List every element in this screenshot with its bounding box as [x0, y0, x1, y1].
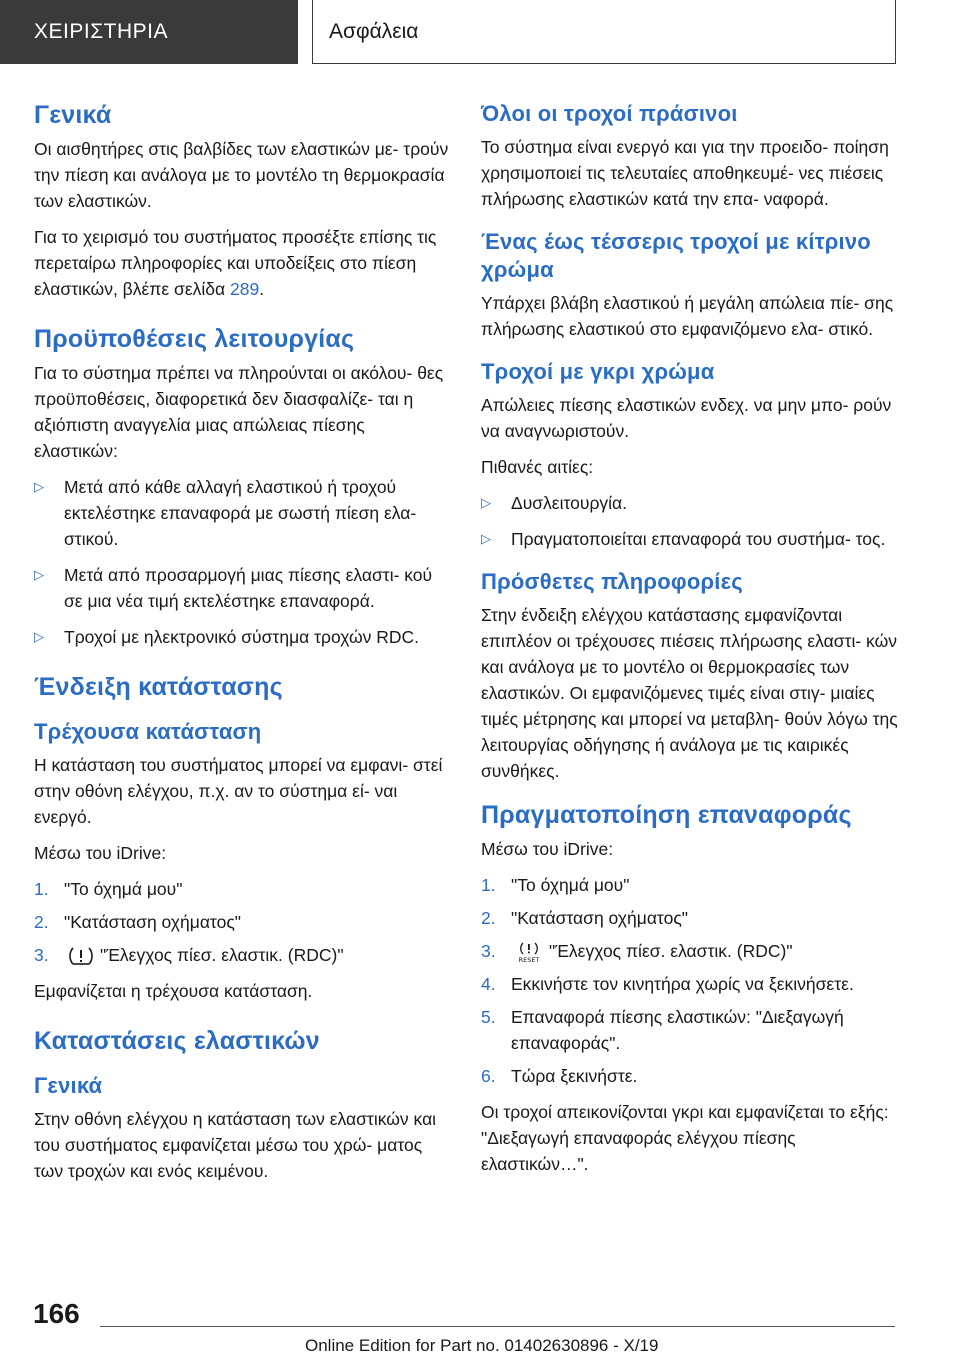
- section-title: ΧΕΙΡΙΣΤΗΡΙΑ: [0, 0, 298, 64]
- list-item-text: Τροχοί με ηλεκτρονικό σύστημα τροχών RDC.: [64, 627, 420, 647]
- heading-grey: Τροχοί με γκρι χρώμα: [481, 359, 715, 384]
- list-item-text: Μετά από κάθε αλλαγή ελαστικού ή τροχού εκτελέστηκε επαναφορά με σωστή πίεση ελα- στικού.: [64, 477, 417, 549]
- paragraph-yellow: Υπάρχει βλάβη ελαστικού ή μεγάλη απώλεια πίε- σης πλήρωσης ελαστικού στο εμφανιζόμενο ελα- στικό.: [481, 293, 894, 339]
- step-number: 5.: [481, 1007, 496, 1027]
- triangle-bullet-icon: ▷: [34, 629, 44, 644]
- list-item: [481, 872, 901, 898]
- step-number: 3.: [34, 945, 49, 965]
- list-item: [34, 562, 452, 614]
- page-footer: [0, 1290, 960, 1362]
- heading-prerequisites: Προϋποθέσεις λειτουργίας: [34, 325, 355, 353]
- triangle-bullet-icon: ▷: [481, 531, 491, 546]
- list-item: [34, 909, 452, 935]
- step-text: "Έλεγχος πίεσ. ελαστικ. (RDC)": [549, 941, 793, 961]
- list-item: [481, 526, 901, 552]
- heading-all-green: Όλοι οι τροχοί πράσινοι: [481, 101, 738, 126]
- list-item: [481, 490, 901, 516]
- list-item: [481, 971, 901, 997]
- paragraph-general-2-body: Στην οθόνη ελέγχου η κατάσταση των ελαστικών και του συστήματος εμφανίζεται μέσω του χρώ- ματος των τροχών και ενός κειμένου.: [34, 1109, 437, 1181]
- paragraph-current-result: Εμφανίζεται η τρέχουσα κατάσταση.: [34, 981, 313, 1001]
- right-column: [481, 100, 901, 1187]
- paragraph-current-status: Η κατάσταση του συστήματος μπορεί να εμφανι- στεί στην οθόνη ελέγχου, π.χ. αν το σύστημα εί- ναι ενεργό.: [34, 755, 443, 827]
- list-item: [481, 1004, 901, 1056]
- step-number: 6.: [481, 1066, 496, 1086]
- paragraph-all-green: Το σύστημα είναι ενεργό και για την προειδο- ποίηση χρησιμοποιεί τις τελευταίες αποθηκευμέ- νες πιέσεις πλήρωσης ελαστικών κατά την επα- ναφορά.: [481, 137, 889, 209]
- footer-divider: [100, 1326, 895, 1327]
- list-item-text: Πραγματοποιείται επαναφορά του συστήμα- τος.: [511, 529, 886, 549]
- step-text: "Κατάσταση οχήματος": [511, 908, 688, 928]
- heading-general: Γενικά: [34, 101, 112, 129]
- left-column: [34, 100, 452, 1194]
- paragraph-general-1: Οι αισθητήρες στις βαλβίδες των ελαστικών με- τρούν την πίεση και ανάλογα με το μοντέλο τη θερμοκρασία των ελαστικών.: [34, 139, 449, 211]
- page-reference-link[interactable]: 289: [230, 279, 260, 299]
- heading-reset: Πραγματοποίηση επαναφοράς: [481, 801, 852, 829]
- paragraph-general-2: [34, 224, 452, 302]
- step-number: 1.: [481, 875, 496, 895]
- list-item-text: Μετά από προσαρμογή μιας πίεσης ελαστι- κού σε μια νέα τιμή εκτελέστηκε επαναφορά.: [64, 565, 433, 611]
- step-number: 3.: [481, 941, 496, 961]
- text-span: Για το χειρισμό του συστήματος προσέξτε επίσης τις περεταίρω πληροφορίες και υποδείξεις στο πίεση ελαστικών, βλέπε σελίδα: [34, 227, 437, 299]
- step-text: Επαναφορά πίεσης ελαστικών: "Διεξαγωγή επαναφοράς".: [511, 1007, 844, 1053]
- tire-pressure-warning-icon: [68, 945, 94, 967]
- list-item: [481, 938, 901, 964]
- list-item: [481, 1063, 901, 1089]
- paragraph-more-info: Στην ένδειξη ελέγχου κατάστασης εμφανίζονται επιπλέον οι τρέχουσες πιέσεις πλήρωσης ελαστι- κών και ανάλογα με το μοντέλο οι θερμοκρασίες των ελαστικών. Οι εμφανιζόμενες τιμές είναι στιγ- μιαίες τιμές μέτρησης και μπορεί να μεταβλη- θούν λόγω της λειτουργίας οδήγησης ή ανάλογα με τις καιρικές συνθήκες.: [481, 605, 898, 781]
- step-number: 4.: [481, 974, 496, 994]
- heading-current-status: Τρέχουσα κατάσταση: [34, 719, 262, 744]
- paragraph-via-idrive-right: Μέσω του iDrive:: [481, 839, 614, 859]
- heading-tire-states: Καταστάσεις ελαστικών: [34, 1027, 320, 1055]
- paragraph-causes-label: Πιθανές αιτίες:: [481, 457, 594, 477]
- paragraph-grey: Απώλειες πίεσης ελαστικών ενδεχ. να μην μπο- ρούν να αναγνωριστούν.: [481, 395, 892, 441]
- page-number: 166: [33, 1298, 80, 1329]
- step-text: Εκκινήστε τον κινητήρα χωρίς να ξεκινήσετε.: [511, 974, 854, 994]
- heading-more-info: Πρόσθετες πληροφορίες: [481, 569, 743, 594]
- step-text: "Κατάσταση οχήματος": [64, 912, 241, 932]
- step-text: "Το όχημά μου": [511, 875, 630, 895]
- tire-pressure-reset-icon: [515, 941, 543, 963]
- causes-list: [481, 490, 901, 552]
- chapter-title: Ασφάλεια: [312, 0, 896, 64]
- step-text: Τώρα ξεκινήστε.: [511, 1066, 638, 1086]
- heading-yellow: Ένας έως τέσσερις τροχοί με κίτρινο χρώμα: [481, 229, 871, 282]
- step-text: "Έλεγχος πίεσ. ελαστικ. (RDC)": [100, 945, 344, 965]
- list-item: [34, 876, 452, 902]
- list-item: [34, 624, 452, 650]
- step-number: 2.: [481, 908, 496, 928]
- list-item: [481, 905, 901, 931]
- page-header: [0, 0, 960, 66]
- step-number: 2.: [34, 912, 49, 932]
- step-number: 1.: [34, 879, 49, 899]
- prerequisites-list: [34, 474, 452, 650]
- list-item-text: Δυσλειτουργία.: [511, 493, 628, 513]
- text-span: .: [259, 279, 265, 299]
- reset-steps-list: [481, 872, 901, 1089]
- triangle-bullet-icon: ▷: [34, 567, 44, 582]
- list-item: [34, 942, 452, 968]
- list-item: [34, 474, 452, 552]
- triangle-bullet-icon: ▷: [481, 495, 491, 510]
- paragraph-via-idrive: Μέσω του iDrive:: [34, 843, 167, 863]
- heading-general-2: Γενικά: [34, 1073, 103, 1098]
- paragraph-prerequisites: Για το σύστημα πρέπει να πληρούνται οι ακόλου- θες προϋποθέσεις, διαφορετικά δεν διασφαλίζε- ται η αξιόπιστη αναγγελία μιας απώλειας πίεσης ελαστικών:: [34, 363, 444, 461]
- footer-edition: Online Edition for Part no. 01402630896 - X/19: [305, 1336, 659, 1355]
- reset-icon-label: RESET: [518, 956, 540, 964]
- triangle-bullet-icon: ▷: [34, 479, 44, 494]
- step-text: "Το όχημά μου": [64, 879, 183, 899]
- idrive-steps-list: [34, 876, 452, 968]
- paragraph-reset-result: Οι τροχοί απεικονίζονται γκρι και εμφανίζεται το εξής: "Διεξαγωγή επαναφοράς ελέγχου πίεσης ελαστικών…".: [481, 1102, 889, 1174]
- heading-status-display: Ένδειξη κατάστασης: [34, 673, 283, 701]
